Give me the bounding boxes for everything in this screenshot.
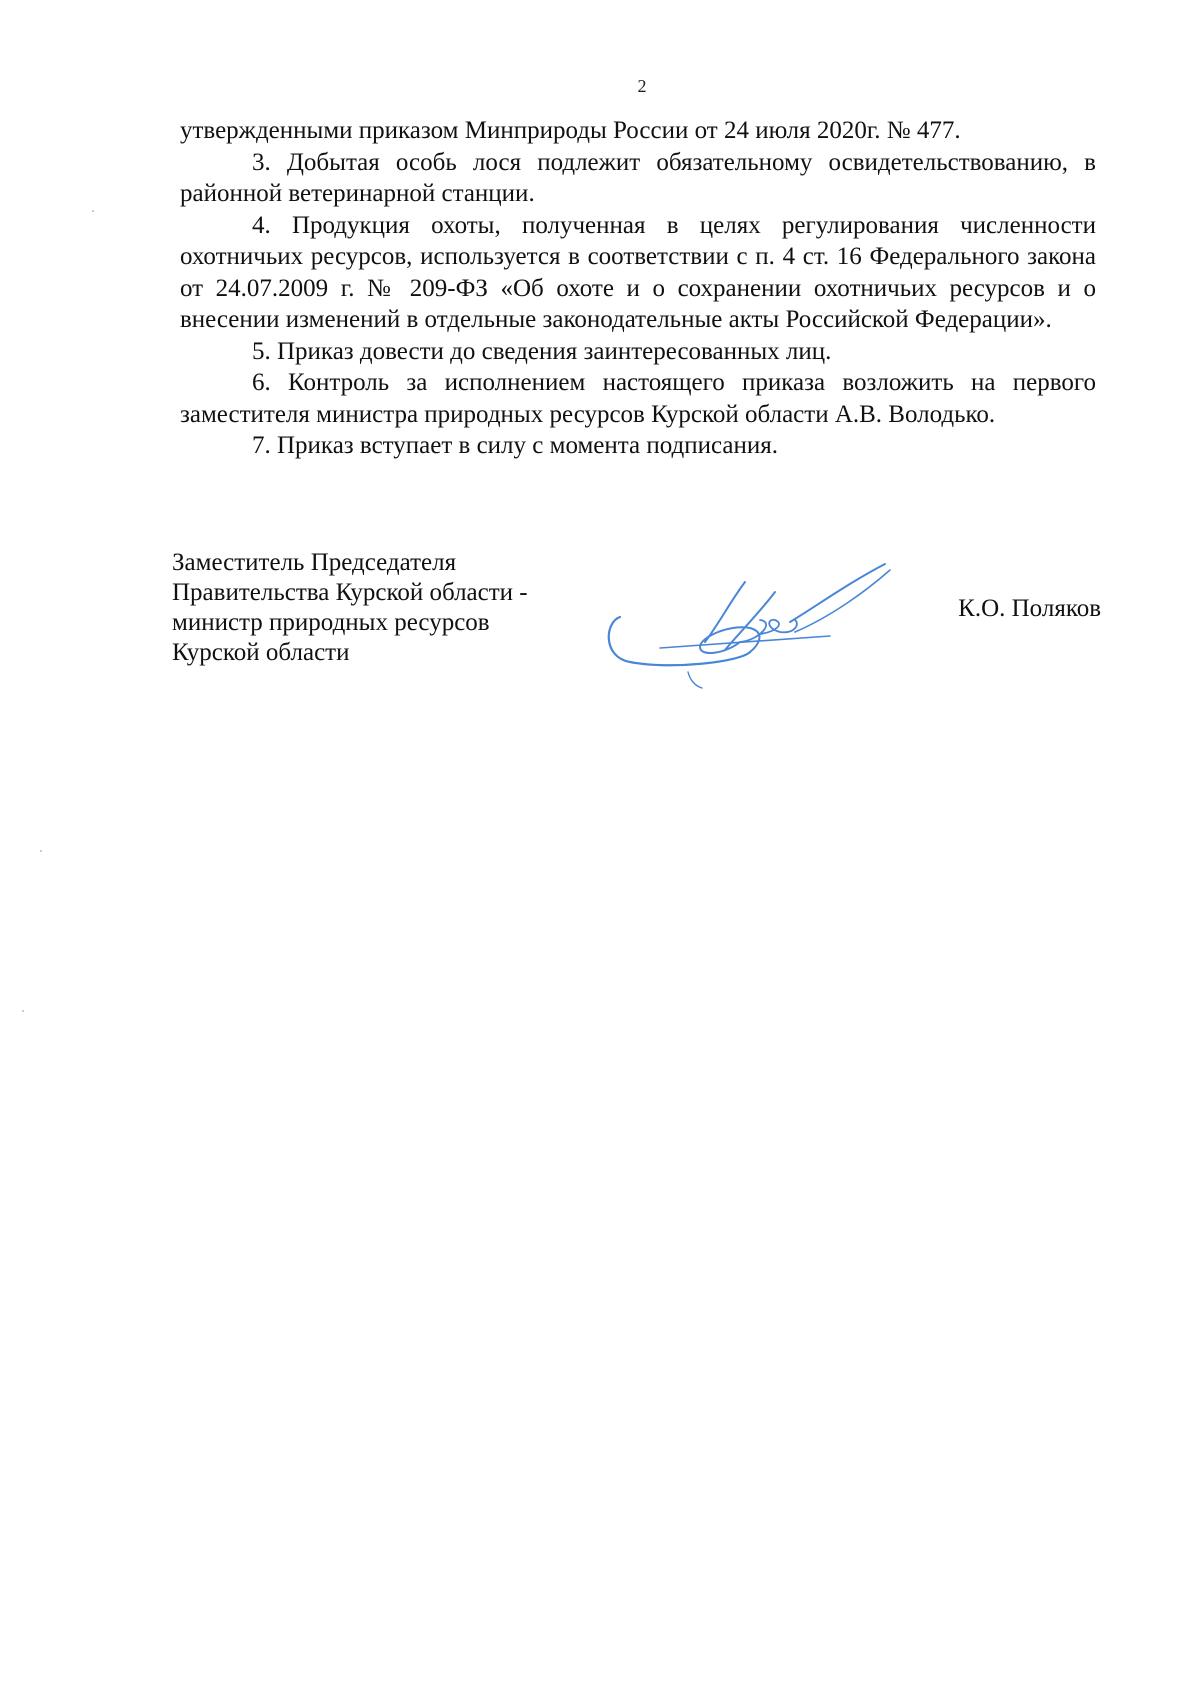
signer-name: К.О. Поляков	[958, 595, 1101, 622]
item-4: 4. Продукция охоты, полученная в целях регулирования численности охотничьих ресурсов, используется в соответствии с п. 4 ст. 16 Федерального закона от 24.07.2009 г. № 209-ФЗ «Об охоте и о сохранении охотничьих ресурсов и о внесении изменений в отдельные законодательные акты Российской Федерации».	[180, 211, 1096, 333]
signatory-title	[172, 548, 528, 668]
handwritten-signature	[600, 562, 900, 692]
scan-speck	[92, 210, 94, 212]
page-number: 2	[637, 76, 647, 96]
signatory-title-line: Правительства Курской области -	[172, 579, 528, 606]
item-7: 7. Приказ вступает в силу с момента подписания.	[252, 432, 778, 459]
item-6: 6. Контроль за исполнением настоящего приказа возложить на первого заместителя министра природных ресурсов Курской области А.В. Володько.	[180, 369, 1096, 428]
document-body	[180, 115, 1096, 462]
signatory-title-line: министр природных ресурсов	[172, 609, 490, 636]
scan-speck	[40, 850, 42, 852]
scan-speck	[22, 1010, 24, 1012]
signatory-title-line: Заместитель Председателя	[172, 549, 457, 576]
item-5: 5. Приказ довести до сведения заинтересованных лиц.	[252, 337, 832, 365]
item-3: 3. Добытая особь лося подлежит обязательному освидетельствованию, в районной ветеринарной станции.	[180, 148, 1096, 207]
lead-line: утвержденными приказом Минприроды России от 24 июля 2020г. № 477.	[180, 117, 961, 144]
signatory-title-line: Курской области	[172, 639, 350, 666]
